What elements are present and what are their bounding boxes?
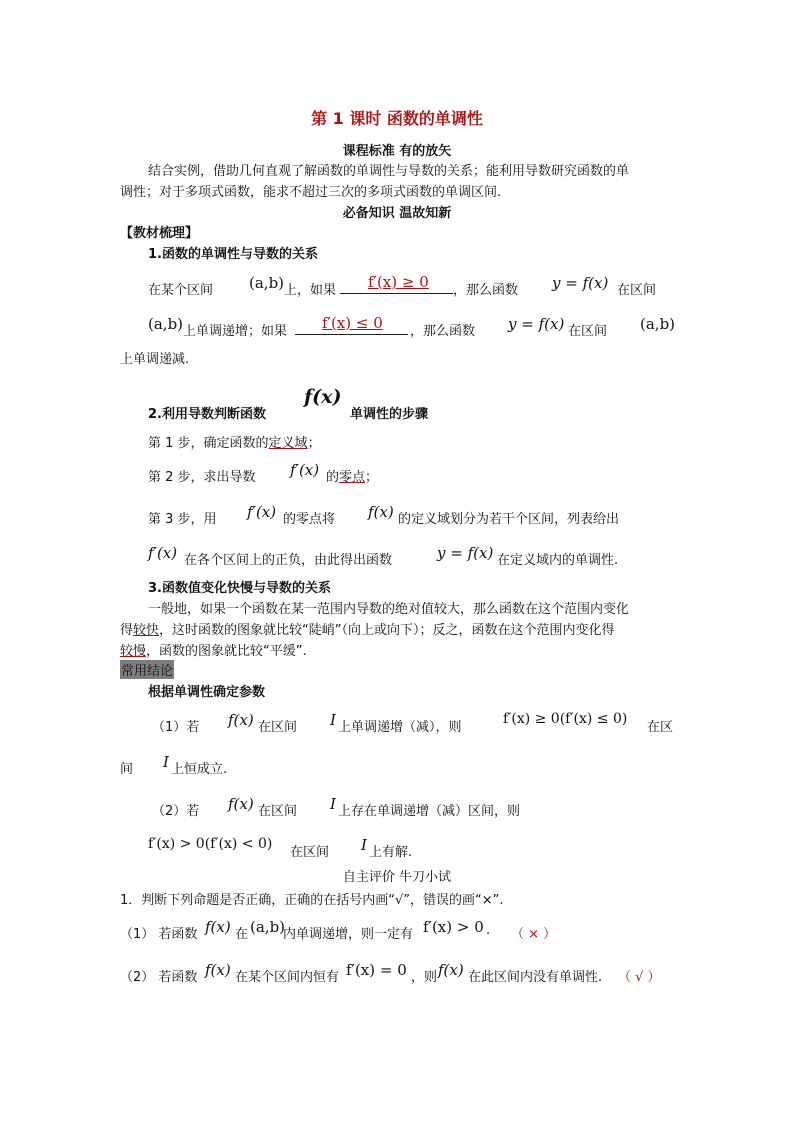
page-title: 第 1 课时 函数的单调性 xyxy=(311,109,483,128)
answer-fprime-ge0: f′(x) ≥ 0 xyxy=(368,273,429,291)
step2-text-a: 第 2 步，求出导数 xyxy=(148,470,256,485)
math-I: I xyxy=(330,711,336,729)
q1-1-text-a: （1） 若函数 xyxy=(120,927,198,942)
c2-text-d: 在区间 xyxy=(290,845,330,860)
standard-text-line-1: 结合实例，借助几何直观了解函数的单调性与导数的关系；能利用导数研究函数的单 xyxy=(148,164,630,179)
c1-text-d: 在区 xyxy=(647,720,674,735)
s1-line1-text-b: 上，如果 xyxy=(284,283,337,298)
s3-para-line-1: 一般地，如果一个函数在某一范围内导数的绝对值较大，那么函数在这个范围内变化 xyxy=(148,602,630,617)
math-fx-2: f(x) xyxy=(368,503,394,521)
section-heading-self: 自主评价 牛刀小试 xyxy=(342,870,452,885)
step3-text-a: 第 3 步，用 xyxy=(148,512,217,527)
s1-line2-text-a: 上单调递增；如果 xyxy=(183,324,288,339)
step2-text-c: ； xyxy=(365,470,379,485)
math-fprime-gt0: f′(x) > 0 xyxy=(423,918,484,936)
section-heading-knowledge: 必备知识 温故知新 xyxy=(342,206,452,221)
q1-2-text-a: （2） 若函数 xyxy=(120,970,198,985)
s1-line1-text-c: ，那么函数 xyxy=(453,283,519,298)
s3-para-line-2 xyxy=(120,619,615,638)
step3-text-d: 在各个区间上的正负，由此得出函数 xyxy=(184,553,393,568)
s1-line3-text: 上单调递减. xyxy=(120,352,190,367)
question-1: 1．判断下列命题是否正确，正确的在括号内画“√”，错误的画“×”. xyxy=(120,893,504,908)
q1-1-text-c: 内单调递增，则一定有 xyxy=(283,927,414,942)
math-fprime-x: f′(x) xyxy=(290,461,320,479)
c2-text-c: 上存在单调递增（减）区间，则 xyxy=(338,804,521,819)
math-interval-ab-3: (a,b) xyxy=(640,315,676,333)
math-y-eq-fx: y = f(x) xyxy=(552,274,609,292)
step1-line xyxy=(148,432,321,451)
q1-2-text-b: 在某个区间内恒有 xyxy=(235,970,340,985)
c1-text-a: （1）若 xyxy=(152,720,200,735)
subsection-title-1: 1.函数的单调性与导数的关系 xyxy=(148,247,318,262)
step2-line-tail xyxy=(326,466,378,485)
s1-line1-text-d: 在区间 xyxy=(617,283,657,298)
step3-text-c: 的定义域划分为若干个区间，列表给出 xyxy=(398,512,620,527)
s3-para-line-3 xyxy=(120,640,307,659)
c1-text-f: 上恒成立. xyxy=(171,762,228,777)
q1-1-answer-mark: （ × ） xyxy=(511,927,557,942)
math-interval-ab-4: (a,b) xyxy=(250,918,286,936)
math-I-4: I xyxy=(361,836,367,854)
q1-1-text-b: 在 xyxy=(235,927,249,942)
subsection-title-2b: 单调性的步骤 xyxy=(350,407,429,422)
s1-line2-text-c: 在区间 xyxy=(568,324,608,339)
section-heading-textbook: 【教材梳理】 xyxy=(120,226,199,241)
answer-fprime-le0: f′(x) ≤ 0 xyxy=(322,314,383,332)
section-heading-common: 常用结论 xyxy=(120,660,174,679)
step1-text-a: 第 1 步，确定函数的 xyxy=(148,436,269,451)
step3-text-b: 的零点将 xyxy=(283,512,336,527)
section-heading-standard: 课程标准 有的放矢 xyxy=(342,144,452,159)
step2-text-b: 的 xyxy=(326,470,340,485)
math-fprime-x-2: f′(x) xyxy=(247,503,277,521)
math-fprime-eq0: f′(x) = 0 xyxy=(346,961,407,979)
c1-text-e: 间 xyxy=(120,762,134,777)
q1-2-answer-mark: （ √ ） xyxy=(618,970,661,985)
standard-text-line-2: 调性；对于多项式函数，能求不超过三次的多项式函数的单调区间. xyxy=(120,185,502,200)
step3-text-e: 在定义域内的单调性. xyxy=(497,553,619,568)
s3-answer-faster: 较快 xyxy=(133,623,160,638)
step1-answer: 定义域 xyxy=(268,436,308,451)
math-fprime-x-3: f′(x) xyxy=(148,544,178,562)
math-fx-4: f(x) xyxy=(228,795,254,813)
c1-text-c: 上单调递增（减），则 xyxy=(338,720,462,735)
c2-text-a: （2）若 xyxy=(152,804,200,819)
math-y-eq-fx-3: y = f(x) xyxy=(437,544,494,562)
q1-1-text-d: . xyxy=(486,923,491,938)
step1-text-b: ； xyxy=(307,436,321,451)
math-y-eq-fx-2: y = f(x) xyxy=(508,315,565,333)
step2-answer: 零点 xyxy=(339,470,366,485)
math-c1-condition: f′(x) ≥ 0(f′(x) ≤ 0) xyxy=(503,711,628,727)
math-fx-7: f(x) xyxy=(438,961,464,979)
s3-text-c: ，函数的图象就比较“平缓”. xyxy=(146,644,307,659)
conclusion-title: 根据单调性确定参数 xyxy=(148,685,266,700)
math-interval-ab-2: (a,b) xyxy=(148,315,184,333)
c1-text-b: 在区间 xyxy=(258,720,298,735)
s3-text-b: ，这时函数的图象就比较“陡峭”（向上或向下）；反之，函数在这个范围内变化得 xyxy=(159,623,615,638)
c2-text-e: 上有解. xyxy=(369,845,413,860)
s3-text-a: 得 xyxy=(120,623,134,638)
math-c2-condition: f′(x) > 0(f′(x) < 0) xyxy=(148,836,273,852)
subsection-title-3: 3.函数值变化快慢与导数的关系 xyxy=(148,581,331,596)
c2-text-b: 在区间 xyxy=(258,804,298,819)
s1-line1-text-a: 在某个区间 xyxy=(148,283,214,298)
math-I-3: I xyxy=(330,795,336,813)
math-interval-ab: (a,b) xyxy=(249,274,285,292)
math-fx-6: f(x) xyxy=(205,961,231,979)
q1-1-answer xyxy=(511,923,556,942)
math-fx-large: f(x) xyxy=(304,386,342,408)
subsection-title-2a: 2.利用导数判断函数 xyxy=(148,407,266,422)
math-fx-3: f(x) xyxy=(228,711,254,729)
s3-answer-slower: 较慢 xyxy=(120,644,147,659)
q1-2-text-d: 在此区间内没有单调性. xyxy=(468,970,603,985)
math-I-2: I xyxy=(163,753,169,771)
q1-2-text-c: ，则 xyxy=(411,970,438,985)
math-fx-5: f(x) xyxy=(205,918,231,936)
s1-line2-text-b: ，那么函数 xyxy=(410,324,476,339)
